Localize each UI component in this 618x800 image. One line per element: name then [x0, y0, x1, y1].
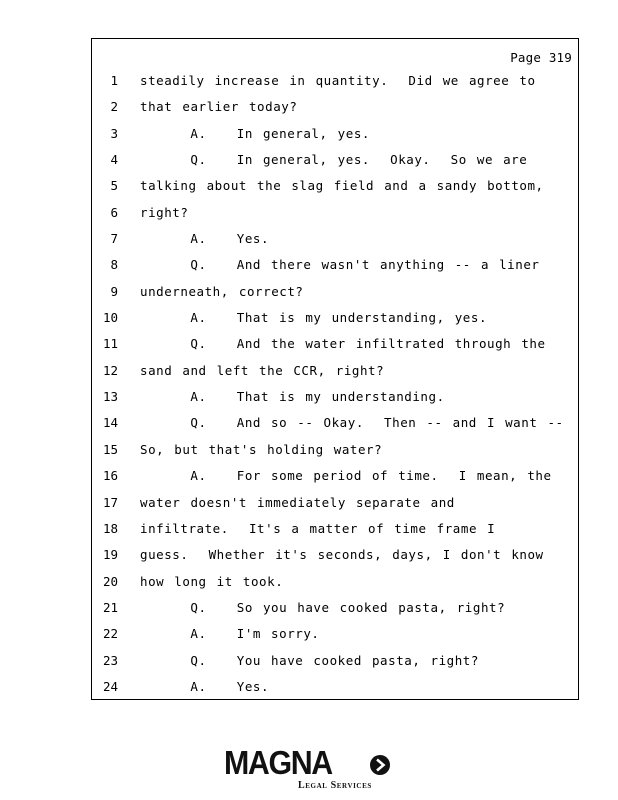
line-text: underneath, correct? [140, 283, 304, 299]
line-text: Q. And so -- Okay. Then -- and I want -- [140, 415, 564, 431]
transcript-line [92, 71, 578, 97]
chevron-right-circle-icon [370, 755, 390, 775]
line-number: 21 [102, 599, 118, 615]
line-text: sand and left the CCR, right? [140, 362, 385, 378]
line-text: that earlier today? [140, 99, 298, 115]
line-number: 3 [110, 125, 118, 141]
transcript-line [92, 493, 578, 519]
line-text: talking about the slag field and a sandy bottom, [140, 178, 544, 194]
line-number: 11 [102, 336, 118, 352]
line-number: 4 [110, 152, 118, 168]
transcript-line [92, 440, 578, 466]
line-text: water doesn't immediately separate and [140, 494, 455, 510]
transcript-line [92, 308, 578, 334]
transcript-line [92, 677, 578, 703]
line-number: 20 [102, 573, 118, 589]
line-text: Q. So you have cooked pasta, right? [140, 599, 506, 615]
transcript-line [92, 334, 578, 360]
line-text: Q. And the water infiltrated through the [140, 336, 546, 352]
line-text: right? [140, 204, 189, 220]
line-number: 7 [110, 231, 118, 247]
line-text: A. That is my understanding. [140, 389, 445, 405]
transcript-line [92, 413, 578, 439]
line-text: steadily increase in quantity. Did we agree to [140, 73, 536, 88]
line-text: how long it took. [140, 573, 284, 589]
line-number: 2 [110, 99, 118, 115]
line-text: Q. And there wasn't anything -- a liner [140, 257, 540, 273]
line-number: 15 [102, 441, 118, 457]
transcript-line [92, 124, 578, 150]
transcript-line [92, 519, 578, 545]
transcript-line [92, 282, 578, 308]
line-number: 5 [110, 178, 118, 194]
transcript-line [92, 624, 578, 650]
line-text: A. I'm sorry. [140, 626, 320, 642]
line-number: 17 [102, 494, 118, 510]
line-number: 10 [102, 310, 118, 326]
transcript-line [92, 255, 578, 281]
transcript-line [92, 387, 578, 413]
transcript-line [92, 651, 578, 677]
line-text: A. Yes. [140, 678, 270, 694]
line-text: So, but that's holding water? [140, 441, 383, 457]
line-number: 22 [102, 626, 118, 642]
transcript-line [92, 572, 578, 598]
line-number: 14 [102, 415, 118, 431]
transcript-line [92, 361, 578, 387]
line-number: 19 [102, 547, 118, 563]
transcript-line [92, 545, 578, 571]
line-text: Q. You have cooked pasta, right? [140, 652, 479, 668]
line-text: A. For some period of time. I mean, the [140, 468, 552, 484]
line-number: 1 [110, 73, 118, 88]
page-number: Page 319 [510, 50, 572, 65]
line-text: A. That is my understanding, yes. [140, 310, 488, 326]
line-text: infiltrate. It's a matter of time frame I [140, 520, 496, 536]
transcript-line [92, 176, 578, 202]
line-text: Q. In general, yes. Okay. So we are [140, 152, 528, 168]
line-number: 6 [110, 204, 118, 220]
line-text: A. In general, yes. [140, 125, 370, 141]
line-number: 24 [102, 678, 118, 694]
transcript-lines [92, 71, 578, 703]
transcript-line [92, 97, 578, 123]
transcript-page [91, 38, 579, 700]
line-number: 12 [102, 362, 118, 378]
transcript-line [92, 203, 578, 229]
logo-tagline: Legal Services [298, 780, 372, 791]
line-number: 8 [110, 257, 118, 273]
transcript-line [92, 466, 578, 492]
line-number: 13 [102, 389, 118, 405]
line-text: guess. Whether it's seconds, days, I don't know [140, 547, 544, 563]
magna-logo [222, 744, 397, 792]
transcript-line [92, 598, 578, 624]
line-text: A. Yes. [140, 231, 270, 247]
line-number: 16 [102, 468, 118, 484]
transcript-line [92, 229, 578, 255]
line-number: 18 [102, 520, 118, 536]
line-number: 9 [110, 283, 118, 299]
logo-wordmark: MAGNA [224, 744, 332, 781]
line-number: 23 [102, 652, 118, 668]
transcript-line [92, 150, 578, 176]
